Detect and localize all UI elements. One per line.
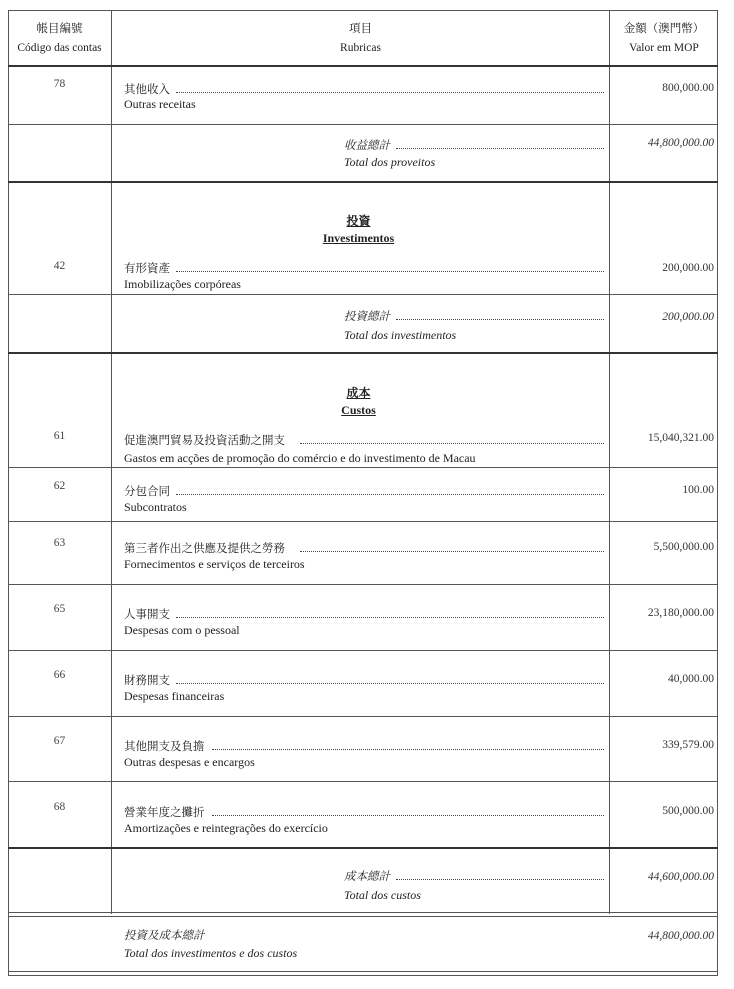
item-label-zh: 有形資產 — [124, 263, 170, 275]
item-label-pt: Fornecimentos e serviços de terceiros — [124, 557, 305, 571]
section-title-pt — [112, 231, 605, 246]
item-label-pt: Gastos em acções de promoção do comércio e do investimento de Macau — [124, 451, 476, 465]
header-amount-pt: Valor em MOP — [629, 42, 699, 54]
item-label-zh: 其他開支及負擔 — [124, 741, 205, 753]
total-label-pt: Total dos custos — [344, 888, 421, 902]
total-amount: 44,600,000.00 — [647, 871, 714, 883]
row-rule — [8, 124, 718, 125]
leader-dots — [300, 551, 604, 552]
item-label-pt: Subcontratos — [124, 500, 187, 514]
leader-dots — [396, 319, 604, 320]
header-rule — [8, 65, 718, 67]
row-rule — [8, 584, 718, 585]
amount-value: 800,000.00 — [662, 82, 714, 94]
header-amount-zh: 金額（澳門幣） — [623, 23, 705, 35]
item-label-pt: Despesas financeiras — [124, 689, 225, 703]
account-code: 61 — [53, 430, 66, 442]
section-title-pt-text: Investimentos — [322, 231, 395, 245]
row-rule — [8, 716, 718, 717]
row-rule — [8, 916, 718, 917]
leader-dots — [176, 92, 604, 93]
section-title-zh-text: 成本 — [346, 386, 371, 400]
amount-value: 40,000.00 — [668, 673, 714, 685]
item-label-zh: 人事開支 — [124, 609, 170, 621]
total-label-zh: 投資總計 — [344, 311, 390, 323]
item-label-zh: 第三者作出之供應及提供之勞務 — [124, 543, 285, 555]
item-label-pt: Amortizações e reintegrações do exercício — [124, 821, 328, 835]
column-divider — [111, 10, 112, 914]
item-label-pt: Outras receitas — [124, 97, 196, 111]
amount-value: 339,579.00 — [662, 739, 714, 751]
bottom-rule — [8, 971, 718, 972]
account-code: 66 — [53, 669, 66, 681]
item-label-pt: Outras despesas e encargos — [124, 755, 255, 769]
leader-dots — [396, 879, 604, 880]
row-rule — [8, 650, 718, 651]
item-label-zh: 財務開支 — [124, 675, 170, 687]
amount-value: 500,000.00 — [662, 805, 714, 817]
leader-dots — [176, 494, 604, 495]
amount-value: 100.00 — [682, 484, 714, 496]
item-label-pt: Despesas com o pessoal — [124, 623, 240, 637]
account-code: 63 — [53, 537, 66, 549]
account-code: 78 — [53, 78, 66, 90]
item-label-zh: 營業年度之攤折 — [124, 807, 205, 819]
leader-dots — [300, 443, 604, 444]
account-code: 62 — [53, 480, 66, 492]
total-label-pt: Total dos investimentos — [344, 328, 457, 342]
total-amount: 200,000.00 — [662, 311, 714, 323]
total-label-zh: 收益總計 — [344, 140, 390, 152]
total-label-zh: 成本總計 — [344, 871, 390, 883]
amount-value: 23,180,000.00 — [647, 607, 714, 619]
leader-dots — [212, 815, 604, 816]
header-code-zh: 帳目編號 — [36, 23, 83, 35]
item-label-zh: 促進澳門貿易及投資活動之開支 — [124, 435, 285, 447]
total-amount: 44,800,000.00 — [647, 137, 714, 149]
total-label-pt: Total dos proveitos — [344, 155, 436, 169]
leader-dots — [176, 271, 604, 272]
account-code: 65 — [53, 603, 66, 615]
section-rule — [8, 352, 718, 354]
grand-total-label-zh: 投資及成本總計 — [124, 930, 205, 942]
header-code-pt: Código das contas — [17, 42, 102, 54]
header-item-pt: Rubricas — [340, 42, 381, 54]
section-title-zh-text: 投資 — [346, 214, 371, 228]
amount-value: 200,000.00 — [662, 262, 714, 274]
account-code: 68 — [53, 801, 66, 813]
section-title-zh — [112, 384, 605, 401]
item-label-zh: 其他收入 — [124, 84, 170, 96]
section-rule — [8, 847, 718, 849]
row-rule — [8, 521, 718, 522]
section-rule — [8, 181, 718, 183]
section-title-pt — [112, 403, 605, 418]
leader-dots — [176, 617, 604, 618]
account-code: 67 — [53, 735, 66, 747]
row-rule — [8, 781, 718, 782]
amount-value: 5,500,000.00 — [653, 541, 714, 553]
grand-total-label-pt: Total dos investimentos e dos custos — [124, 946, 298, 960]
row-rule — [8, 467, 718, 468]
item-label-pt: Imobilizações corpóreas — [124, 277, 241, 291]
section-title-zh — [112, 212, 605, 229]
header-item-zh: 項目 — [349, 23, 372, 35]
leader-dots — [396, 148, 604, 149]
section-title-pt-text: Custos — [341, 403, 376, 417]
leader-dots — [212, 749, 604, 750]
amount-value: 15,040,321.00 — [647, 432, 714, 444]
grand-total-amount: 44,800,000.00 — [647, 930, 714, 942]
leader-dots — [176, 683, 604, 684]
account-code: 42 — [53, 260, 66, 272]
item-label-zh: 分包合同 — [124, 486, 170, 498]
row-rule — [8, 912, 718, 913]
row-rule — [8, 294, 718, 295]
